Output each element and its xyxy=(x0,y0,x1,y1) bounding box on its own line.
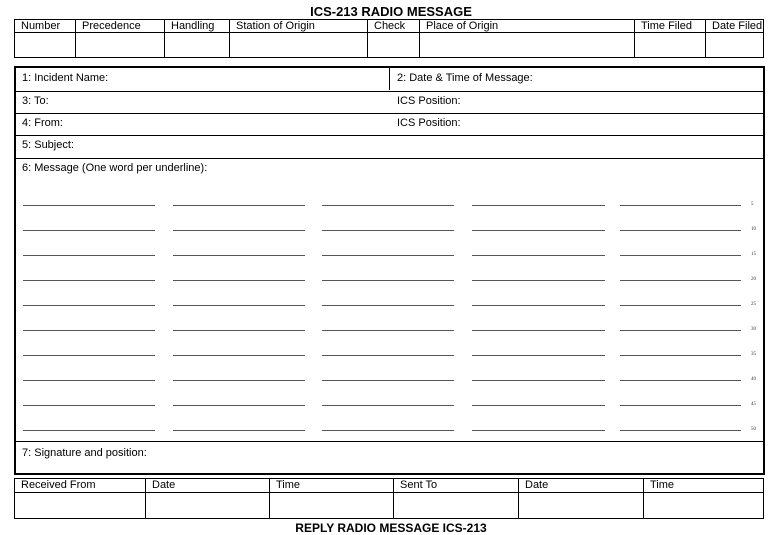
received-date-field[interactable] xyxy=(146,493,270,519)
word-count-marker: 10 xyxy=(751,227,756,232)
row-signature[interactable] xyxy=(16,441,763,473)
to-ics-position-label: ICS Position: xyxy=(397,95,461,107)
word-count-marker: 50 xyxy=(751,427,756,432)
handling-field[interactable] xyxy=(165,33,230,58)
message-underline[interactable] xyxy=(620,330,741,331)
footer-label-date-2: Date xyxy=(519,479,644,493)
place-of-origin-field[interactable] xyxy=(420,33,635,58)
message-underline[interactable] xyxy=(173,405,305,406)
message-underline[interactable] xyxy=(23,255,155,256)
word-count-marker: 5 xyxy=(751,202,754,207)
message-underline[interactable] xyxy=(620,380,741,381)
message-underline[interactable] xyxy=(472,230,605,231)
word-count-marker: 45 xyxy=(751,402,756,407)
message-underline[interactable] xyxy=(322,355,454,356)
message-underline[interactable] xyxy=(472,330,605,331)
message-underline[interactable] xyxy=(23,305,155,306)
header-label-check: Check xyxy=(368,20,420,33)
header-label-time-filed: Time Filed xyxy=(635,20,706,33)
header-label-station-of-origin: Station of Origin xyxy=(230,20,368,33)
message-underline[interactable] xyxy=(620,405,741,406)
message-underline[interactable] xyxy=(620,205,741,206)
message-underline[interactable] xyxy=(173,355,305,356)
from-label: 4: From: xyxy=(22,117,63,129)
header-label-number: Number xyxy=(15,20,76,33)
message-underline[interactable] xyxy=(23,380,155,381)
incident-name-label: 1: Incident Name: xyxy=(22,72,109,84)
message-underline[interactable] xyxy=(23,230,155,231)
word-count-marker: 15 xyxy=(751,252,756,257)
message-underline[interactable] xyxy=(173,230,305,231)
message-underline[interactable] xyxy=(173,330,305,331)
header-label-date-filed: Date Filed xyxy=(706,20,764,33)
message-underline[interactable] xyxy=(322,405,454,406)
message-underline[interactable] xyxy=(173,280,305,281)
row-subject[interactable] xyxy=(16,135,763,159)
message-underline[interactable] xyxy=(23,205,155,206)
footer-table xyxy=(14,478,764,519)
date-time-label: 2: Date & Time of Message: xyxy=(397,72,533,84)
message-underline[interactable] xyxy=(620,255,741,256)
station-of-origin-field[interactable] xyxy=(230,33,368,58)
sent-time-field[interactable] xyxy=(644,493,764,519)
message-underline[interactable] xyxy=(620,355,741,356)
header-label-handling: Handling xyxy=(165,20,230,33)
message-underline[interactable] xyxy=(472,430,605,431)
received-from-field[interactable] xyxy=(15,493,146,519)
signature-label: 7: Signature and position: xyxy=(22,447,147,459)
divider xyxy=(389,68,390,90)
message-underline[interactable] xyxy=(322,330,454,331)
word-count-marker: 30 xyxy=(751,327,756,332)
message-underline[interactable] xyxy=(620,430,741,431)
message-underline[interactable] xyxy=(322,430,454,431)
reply-title: REPLY RADIO MESSAGE ICS-213 xyxy=(295,521,487,535)
message-underline[interactable] xyxy=(23,280,155,281)
precedence-field[interactable] xyxy=(76,33,165,58)
message-underline[interactable] xyxy=(322,255,454,256)
footer-label-time: Time xyxy=(270,479,394,493)
message-underline[interactable] xyxy=(472,405,605,406)
message-underline[interactable] xyxy=(620,305,741,306)
footer-label-sent-to: Sent To xyxy=(394,479,519,493)
header-label-precedence: Precedence xyxy=(76,20,165,33)
message-underline[interactable] xyxy=(322,230,454,231)
message-underline[interactable] xyxy=(322,280,454,281)
message-underline[interactable] xyxy=(23,405,155,406)
row-to[interactable] xyxy=(16,91,763,114)
message-underline[interactable] xyxy=(23,330,155,331)
to-label: 3: To: xyxy=(22,95,49,107)
check-field[interactable] xyxy=(368,33,420,58)
message-underline[interactable] xyxy=(472,280,605,281)
word-count-marker: 25 xyxy=(751,302,756,307)
from-ics-position-label: ICS Position: xyxy=(397,117,461,129)
message-underline[interactable] xyxy=(472,305,605,306)
time-filed-field[interactable] xyxy=(635,33,706,58)
received-time-field[interactable] xyxy=(270,493,394,519)
subject-label: 5: Subject: xyxy=(22,139,74,151)
word-count-marker: 20 xyxy=(751,277,756,282)
message-underline[interactable] xyxy=(322,205,454,206)
footer-label-time-2: Time xyxy=(644,479,764,493)
number-field[interactable] xyxy=(15,33,76,58)
message-underline[interactable] xyxy=(620,230,741,231)
date-filed-field[interactable] xyxy=(706,33,764,58)
message-underline[interactable] xyxy=(23,430,155,431)
footer-label-date: Date xyxy=(146,479,270,493)
header-label-place-of-origin: Place of Origin xyxy=(420,20,635,33)
message-underline[interactable] xyxy=(322,305,454,306)
message-underline[interactable] xyxy=(620,280,741,281)
message-underline[interactable] xyxy=(472,255,605,256)
message-underline[interactable] xyxy=(472,205,605,206)
footer-label-received-from: Received From xyxy=(15,479,146,493)
message-underline[interactable] xyxy=(173,255,305,256)
message-underline[interactable] xyxy=(173,305,305,306)
row-from[interactable] xyxy=(16,113,763,136)
message-label: 6: Message (One word per underline): xyxy=(22,162,208,174)
message-area[interactable] xyxy=(16,158,763,442)
message-underline[interactable] xyxy=(322,380,454,381)
word-count-marker: 35 xyxy=(751,352,756,357)
word-count-marker: 40 xyxy=(751,377,756,382)
message-underline[interactable] xyxy=(173,205,305,206)
message-form xyxy=(14,66,765,475)
message-underline[interactable] xyxy=(472,355,605,356)
row-incident xyxy=(16,68,763,92)
sent-to-field[interactable] xyxy=(394,493,519,519)
form-title: ICS-213 RADIO MESSAGE xyxy=(310,4,472,19)
sent-date-field[interactable] xyxy=(519,493,644,519)
message-underline[interactable] xyxy=(472,380,605,381)
message-underline[interactable] xyxy=(173,380,305,381)
header-table xyxy=(14,19,764,58)
message-underline[interactable] xyxy=(173,430,305,431)
message-underline[interactable] xyxy=(23,355,155,356)
